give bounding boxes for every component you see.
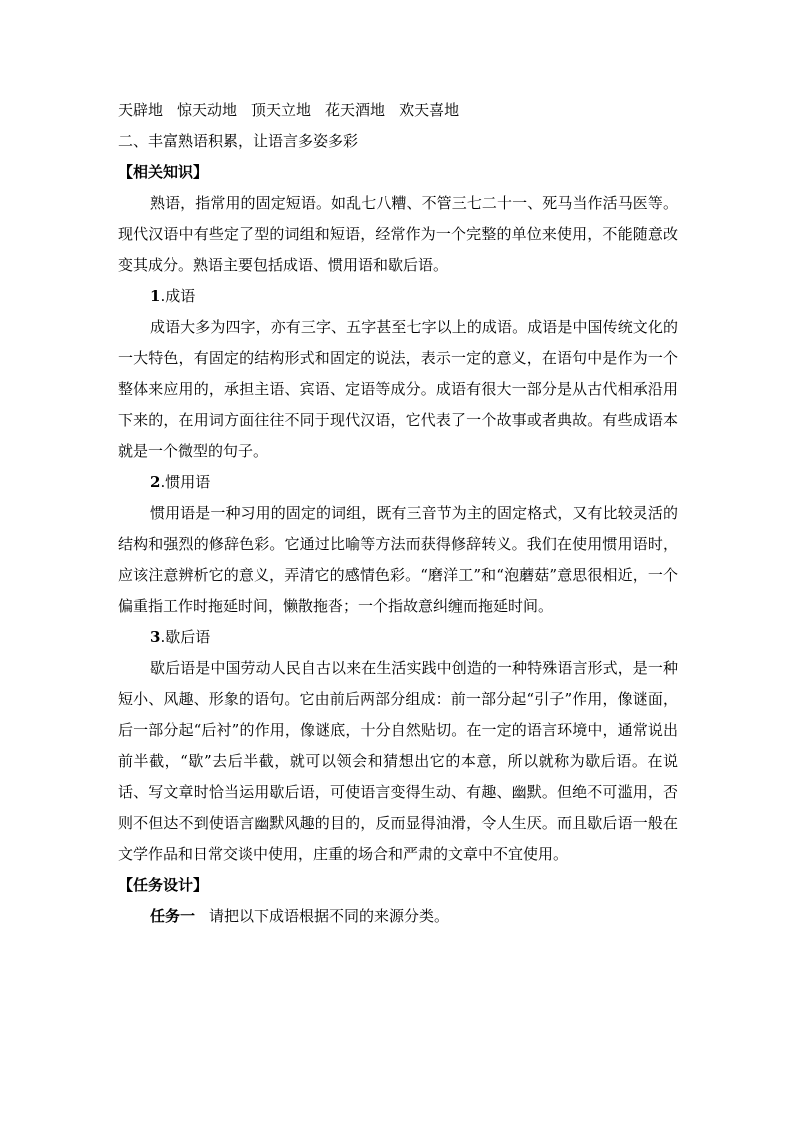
section-heading: 二、丰富熟语积累，让语言多姿多彩	[118, 132, 359, 150]
intro-paragraph: 熟语，指常用的固定短语。如乱七八糟、不管三七二十一、死马当作活马医等。现代汉语中有些定了型的词组和短语，经常作为一个完整的单位来使用，不能随意改变其成分。熟语主要包括成语、惯用语和歇后语。	[118, 194, 678, 274]
idiom-item: 花天酒地	[325, 101, 386, 119]
idiom-item: 顶天立地	[251, 101, 312, 119]
task-name: 任务一	[150, 907, 196, 925]
subsection-number: 2	[150, 473, 161, 491]
subsection-title-xiehouyu	[118, 622, 678, 653]
idiom-list	[118, 95, 678, 126]
subsection-title-idioms	[118, 281, 678, 312]
idiom-item: 惊天动地	[177, 101, 238, 119]
paragraph-idioms: 成语大多为四字，亦有三字、五字甚至七字以上的成语。成语是中国传统文化的一大特色，有固定的结构形式和固定的说法，表示一定的意义，在语句中是作为一个整体来应用的，承担主语、宾语、定语等成分。成语有很大一部分是从古代相承沿用下来的，在用词方面往往不同于现代汉语，它代表了一个故事或者典故。有些成语本就是一个微型的句子。	[118, 318, 678, 460]
document-page	[118, 95, 678, 932]
paragraph-idiomatic: 惯用语是一种习用的固定的词组，既有三音节为主的固定格式，又有比较灵活的结构和强烈的修辞色彩。它通过比喻等方法而获得修辞转义。我们在使用惯用语时，应该注意辨析它的意义，弄清它的感情色彩。“磨洋工”和“泡蘑菇”意思很相近，一个偏重指工作时拖延时间，懒散拖沓；一个指故意纠缠而拖延时间。	[118, 504, 678, 615]
idiom-item: 天辟地	[118, 101, 164, 119]
subsection-number: 3	[150, 628, 161, 646]
paragraph-xiehouyu: 歇后语是中国劳动人民自古以来在生活实践中创造的一种特殊语言形式，是一种短小、风趣、形象的语句。它由前后两部分组成：前一部分起“引子”作用，像谜面，后一部分起“后衬”的作用，像谜底，十分自然贴切。在一定的语言环境中，通常说出前半截，“歇”去后半截，就可以领会和猜想出它的本意，所以就称为歇后语。在说话、写文章时恰当运用歇后语，可使语言变得生动、有趣、幽默。但绝不可滥用，否则不但达不到使语言幽默风趣的目的，反而显得油滑，令人生厌。而且歇后语一般在文学作品和日常交谈中使用，庄重的场合和严肃的文章中不宜使用。	[118, 659, 678, 863]
subsection-number: 1	[150, 287, 161, 305]
idiom-item: 欢天喜地	[399, 101, 460, 119]
subsection-title-idiomatic	[118, 467, 678, 498]
subsection-title: .惯用语	[160, 473, 211, 491]
task-item	[118, 901, 678, 932]
knowledge-heading: 【相关知识】	[118, 163, 209, 181]
subsection-title: .歇后语	[160, 628, 211, 646]
subsection-title: .成语	[160, 287, 196, 305]
task-text: 请把以下成语根据不同的来源分类。	[209, 907, 450, 925]
task-heading: 【任务设计】	[118, 876, 209, 894]
